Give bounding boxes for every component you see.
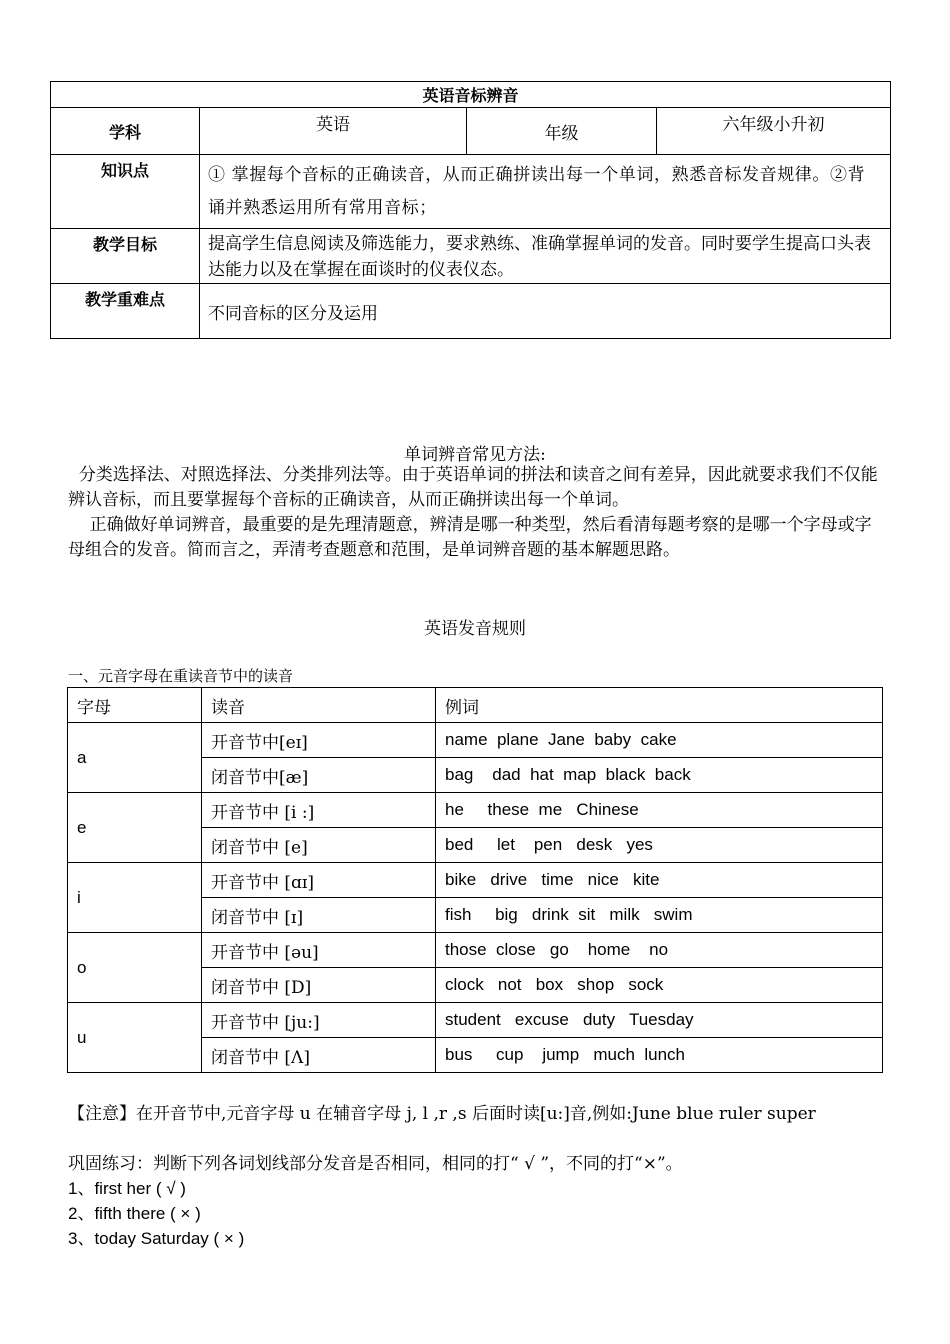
grade-label: 年级 — [467, 108, 657, 155]
vowel-reading-table — [67, 687, 883, 1073]
open-syllable-words: he these me Chinese — [436, 793, 883, 828]
methods-paragraph-2: 正确做好单词辨音，最重要的是先理清题意，辨清是哪一种类型，然后看清每题考察的是哪一个字母或字母组合的发音。简而言之，弄清考查题意和范围，是单词辨音题的基本解题思路。 — [68, 515, 872, 560]
closed-syllable-words: clock not box shop sock — [436, 968, 883, 1003]
knowledge-text: ① 掌握每个音标的正确读音，从而正确拼读出每一个单词，熟悉音标发音规律。②背诵并熟悉运用所有常用音标； — [200, 155, 891, 229]
closed-syllable-sound: 闭音节中 [e] — [202, 828, 436, 863]
table-title: 英语音标辨音 — [51, 82, 891, 108]
table-row — [68, 793, 883, 828]
closed-syllable-sound: 闭音节中[æ] — [202, 758, 436, 793]
vowel-letter: a — [68, 723, 202, 793]
table-row — [68, 723, 883, 758]
table-row — [68, 933, 883, 968]
open-syllable-sound: 开音节中 [i :] — [202, 793, 436, 828]
exercise-instruction: 巩固练习：判断下列各词划线部分发音是否相同，相同的打“ √ ”，不同的打“×”。 — [68, 1154, 683, 1174]
closed-syllable-words: bus cup jump much lunch — [436, 1038, 883, 1073]
vowel-letter: i — [68, 863, 202, 933]
table-row — [68, 1003, 883, 1038]
closed-syllable-words: bed let pen desk yes — [436, 828, 883, 863]
difficulty-label: 教学重难点 — [51, 284, 200, 339]
closed-syllable-sound: 闭音节中 [D] — [202, 968, 436, 1003]
vowel-letter: e — [68, 793, 202, 863]
difficulty-text: 不同音标的区分及运用 — [200, 284, 891, 339]
vowel-letter: o — [68, 933, 202, 1003]
subject-value: 英语 — [200, 108, 467, 155]
rules-title: 英语发音规则 — [424, 619, 526, 639]
open-syllable-words: those close go home no — [436, 933, 883, 968]
column-header-letter: 字母 — [68, 688, 202, 723]
closed-syllable-sound: 闭音节中 [Λ] — [202, 1038, 436, 1073]
knowledge-label: 知识点 — [51, 155, 200, 229]
methods-paragraph-1: 分类选择法、对照选择法、分类排列法等。由于英语单词的拼法和读音之间有差异，因此就要求我们不仅能辨认音标，而且要掌握每个音标的正确读音，从而正确拼读出每一个单词。 — [68, 465, 878, 510]
column-header-examples: 例词 — [436, 688, 883, 723]
table-row — [68, 863, 883, 898]
closed-syllable-sound: 闭音节中 [ɪ] — [202, 898, 436, 933]
grade-value: 六年级小升初 — [657, 108, 891, 155]
open-syllable-sound: 开音节中 [əu] — [202, 933, 436, 968]
exercise-item: 3、today Saturday ( × ) — [68, 1229, 245, 1248]
closed-syllable-words: fish big drink sit milk swim — [436, 898, 883, 933]
open-syllable-words: student excuse duty Tuesday — [436, 1003, 883, 1038]
section-heading: 一、元音字母在重读音节中的读音 — [68, 667, 294, 685]
open-syllable-sound: 开音节中 [ɑɪ] — [202, 863, 436, 898]
goal-text: 提高学生信息阅读及筛选能力，要求熟练、准确掌握单词的发音。同时要学生提高口头表达能力以及在掌握在面谈时的仪表仪态。 — [200, 229, 891, 284]
open-syllable-sound: 开音节中[eɪ] — [202, 723, 436, 758]
open-syllable-words: name plane Jane baby cake — [436, 723, 883, 758]
open-syllable-sound: 开音节中 [ju:] — [202, 1003, 436, 1038]
vowel-letter: u — [68, 1003, 202, 1073]
exercise-item: 1、first her ( √ ) — [68, 1179, 186, 1198]
subject-label: 学科 — [51, 108, 200, 155]
exercise-item: 2、fifth there ( × ) — [68, 1204, 201, 1223]
open-syllable-words: bike drive time nice kite — [436, 863, 883, 898]
methods-title: 单词辨音常见方法: — [404, 445, 546, 465]
closed-syllable-words: bag dad hat map black back — [436, 758, 883, 793]
lesson-info-table — [50, 81, 891, 339]
goal-label: 教学目标 — [51, 229, 200, 284]
note-text: 【注意】在开音节中,元音字母 u 在辅音字母 j, l ,r ,s 后面时读[u:]音,例如:June blue ruler super — [68, 1104, 816, 1124]
column-header-reading: 读音 — [202, 688, 436, 723]
